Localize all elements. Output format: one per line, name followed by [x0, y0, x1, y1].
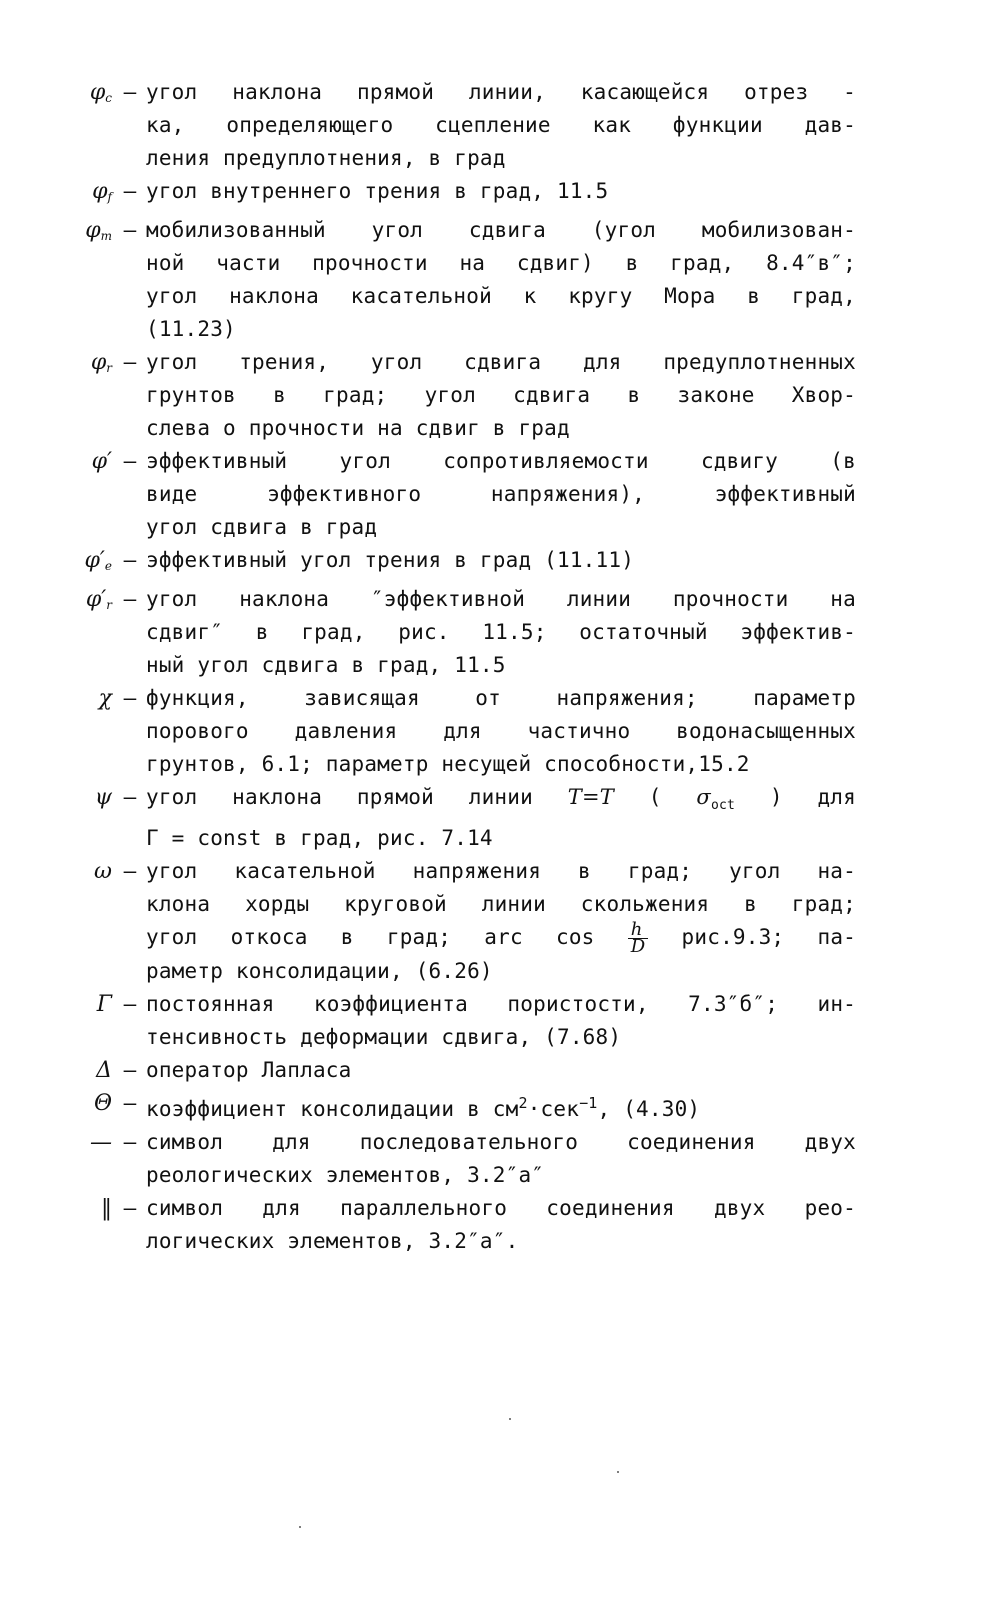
symbol: $\varphi'_r$: [85, 587, 112, 612]
definition: [146, 1087, 856, 1126]
notation-entry: [66, 175, 856, 214]
definition: [146, 1054, 856, 1087]
symbol: —: [90, 1129, 112, 1155]
definition-line: ления предуплотнения, в град: [146, 146, 506, 170]
definition-line: мобилизованный угол сдвига (угол мобилизован-: [146, 218, 856, 242]
notation-entry: [66, 544, 856, 583]
scan-speck: [299, 1526, 301, 1528]
definition: [146, 76, 856, 175]
definition: [146, 988, 856, 1054]
definition-line: слева о прочности на сдвиг в град: [146, 416, 570, 440]
definition-line: клона хорды круговой линии скольжения в град;: [146, 892, 856, 917]
notation-entry: [66, 855, 856, 988]
scan-speck: [617, 1471, 619, 1473]
definition-line: коэффициент консолидации в $см^2\cdot сек^{-1}$, (4.30): [146, 1093, 701, 1121]
definition-line: угол касательной напряжения в град; угол на-: [146, 859, 856, 884]
symbol: χ: [98, 686, 112, 711]
definition-line: эффективный угол трения в град (11.11): [146, 548, 635, 572]
definition-line: угол сдвига в град: [146, 515, 378, 539]
definition: [146, 544, 856, 577]
scan-speck: [509, 1418, 511, 1420]
definition-line: символ для параллельного соединения двух рео-: [146, 1195, 856, 1220]
notation-entry: [66, 214, 856, 346]
separator-dash: –: [123, 991, 137, 1016]
notation-entry: [66, 781, 856, 855]
notation-entry: [66, 1087, 856, 1126]
definition-line: сдвиг″ в град, рис. 11.5; остаточный эффектив-: [146, 620, 856, 644]
separator-dash: –: [123, 350, 137, 374]
notation-entry: [66, 1126, 856, 1192]
separator-dash: –: [123, 218, 137, 242]
definition: [146, 214, 856, 346]
definition-line: угол наклона касательной к кругу Мора в град,: [146, 284, 856, 308]
definition: [146, 1126, 856, 1192]
separator-dash: –: [123, 548, 137, 572]
symbol: ω: [94, 859, 112, 885]
definition-line: тенсивность деформации сдвига, (7.68): [146, 1024, 622, 1049]
definition-line: функция, зависящая от напряжения; параметр: [146, 686, 856, 710]
separator-dash: –: [123, 587, 137, 611]
symbol: φ′: [91, 449, 112, 474]
definition-line: грунтов в град; угол сдвига в законе Хвор-: [146, 383, 856, 407]
symbol: Θ: [93, 1090, 112, 1116]
definition-line: постоянная коэффициента пористости, 7.3″б″; ин-: [146, 991, 856, 1016]
symbol: $\varphi_m$: [85, 218, 112, 243]
notation-entry: [66, 346, 856, 445]
notation-entry: [66, 682, 856, 781]
separator-dash: –: [123, 449, 137, 473]
notation-entry: [66, 445, 856, 544]
definition-line: символ для последовательного соединения двух: [146, 1129, 856, 1154]
separator-dash: –: [123, 80, 137, 104]
definition: [146, 175, 856, 208]
definition-line: угол наклона прямой линии T=T ( $\sigma_{oct}$ ) для: [146, 785, 856, 814]
definition-line: ной части прочности на сдвиг) в град, 8.4″в″;: [146, 251, 856, 275]
separator-dash: –: [123, 686, 137, 710]
separator-dash: –: [123, 859, 137, 884]
notation-entry: [66, 1054, 856, 1087]
symbol: Γ: [96, 991, 112, 1017]
separator-dash: –: [123, 179, 137, 203]
definition: [146, 1192, 856, 1258]
separator-dash: –: [123, 1090, 137, 1115]
definition-line: логических элементов, 3.2″а″.: [146, 1228, 519, 1253]
definition-line: угол внутреннего трения в град, 11.5: [146, 179, 609, 203]
fraction-h-over-d: $\frac{h}{D}$: [628, 922, 649, 955]
definition-line: ка, определяющего сцепление как функции дав-: [146, 113, 856, 137]
definition-line: раметр консолидации, (6.26): [146, 958, 493, 983]
definition: [146, 682, 856, 781]
symbol: $\varphi_c$: [89, 80, 112, 105]
symbol: $\varphi'_e$: [84, 548, 112, 573]
separator-dash: –: [123, 785, 137, 809]
notation-entry: [66, 76, 856, 175]
definition-line: угол наклона ″эффективной линии прочности на: [146, 587, 856, 611]
notation-entry: [66, 583, 856, 682]
separator-dash: –: [123, 1195, 137, 1220]
notation-entry: [66, 1192, 856, 1258]
definition-line: виде эффективного напряжения), эффективный: [146, 482, 856, 506]
separator-dash: –: [123, 1057, 137, 1082]
definition-line: (11.23): [146, 317, 236, 341]
definition: [146, 445, 856, 544]
symbol: $\varphi_f$: [92, 179, 112, 204]
definition-line: порового давления для частично водонасыщенных: [146, 719, 856, 743]
notation-list: [66, 76, 856, 1258]
symbol: ψ: [94, 785, 112, 810]
definition-line: оператор Лапласа: [146, 1057, 352, 1082]
symbol: ‖: [101, 1195, 112, 1221]
notation-entry: [66, 988, 856, 1054]
definition-line: угол наклона прямой линии, касающейся отрез -: [146, 80, 856, 104]
definition: [146, 583, 856, 682]
definition-line: Г = const в град, рис. 7.14: [146, 826, 493, 851]
definition: [146, 855, 856, 988]
definition-line: угол трения, угол сдвига для предуплотненных: [146, 350, 856, 374]
symbol: $\varphi_r$: [90, 350, 112, 375]
definition: [146, 346, 856, 445]
separator-dash: –: [123, 1129, 137, 1154]
definition-line: эффективный угол сопротивляемости сдвигу (в: [146, 449, 856, 473]
definition-line: грунтов, 6.1; параметр несущей способности,15.2: [146, 752, 750, 776]
definition-line: реологических элементов, 3.2″а″: [146, 1162, 545, 1187]
definition-line: ный угол сдвига в град, 11.5: [146, 653, 506, 677]
definition: [146, 781, 856, 855]
symbol: Δ: [96, 1057, 112, 1083]
definition-line: угол откоса в град; arc cos $\frac{h}{D}$ рис.9.3; па-: [146, 918, 856, 957]
